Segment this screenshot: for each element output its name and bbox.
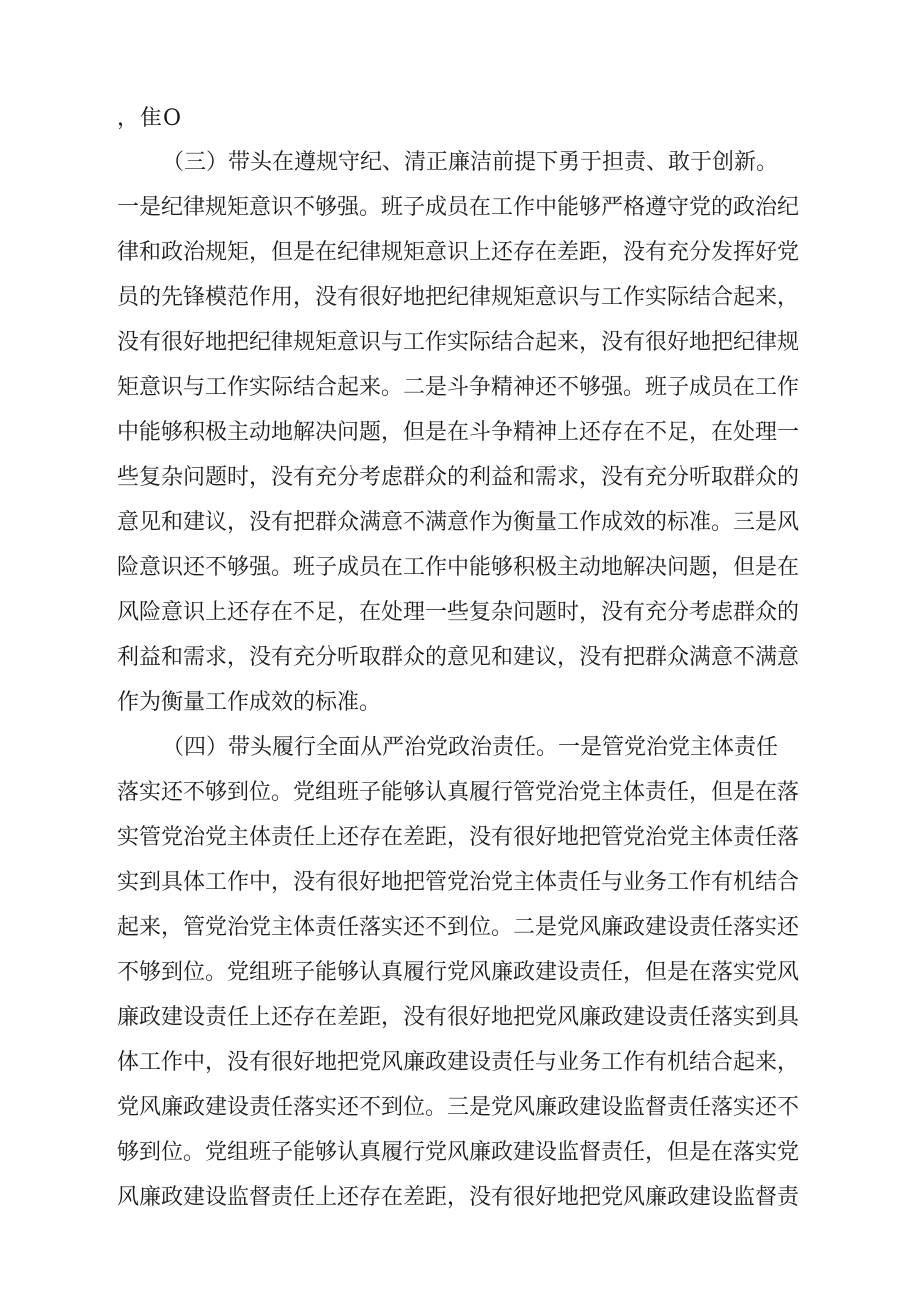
paragraph-line: 矩意识与工作实际结合起来。二是斗争精神还不够强。班子成员在工作	[117, 375, 800, 400]
paragraph-line: 些复杂问题时，没有充分考虑群众的利益和需求，没有充分听取群众的	[117, 465, 800, 490]
paragraph-line: 实到具体工作中，没有很好地把管党治党主体责任与业务工作有机结合	[117, 870, 800, 895]
paragraph-line: 意见和建议，没有把群众满意不满意作为衡量工作成效的标准。三是风	[117, 510, 800, 535]
paragraph-line: 不够到位。党组班子能够认真履行党风廉政建设责任，但是在落实党风	[117, 960, 800, 985]
text-fragment: ，隹O	[117, 106, 183, 131]
section-heading-4: （四）带头履行全面从严治党政治责任。一是管党治党主体责任	[162, 735, 779, 760]
section-heading-3: （三）带头在遵规守纪、清正廉洁前提下勇于担责、敢于创新。	[162, 150, 779, 175]
paragraph-line: 落实还不够到位。党组班子能够认真履行管党治党主体责任，但是在落	[117, 780, 800, 805]
paragraph-line: 够到位。党组班子能够认真履行党风廉政建设监督责任，但是在落实党	[117, 1140, 800, 1165]
paragraph-line: 一是纪律规矩意识不够强。班子成员在工作中能够严格遵守党的政治纪	[117, 195, 800, 220]
paragraph-line: 体工作中，没有很好地把党风廉政建设责任与业务工作有机结合起来，	[117, 1050, 800, 1075]
paragraph-line: 风廉政建设监督责任上还存在差距，没有很好地把党风廉政建设监督责	[117, 1185, 800, 1210]
paragraph-line: 廉政建设责任上还存在差距，没有很好地把党风廉政建设责任落实到具	[117, 1005, 800, 1030]
paragraph-line: 律和政治规矩，但是在纪律规矩意识上还存在差距，没有充分发挥好党	[117, 240, 800, 265]
paragraph-line: 起来，管党治党主体责任落实还不到位。二是党风廉政建设责任落实还	[117, 915, 800, 940]
paragraph-line: 利益和需求，没有充分听取群众的意见和建议，没有把群众满意不满意	[117, 645, 800, 670]
paragraph-line: 中能够积极主动地解决问题，但是在斗争精神上还存在不足，在处理一	[117, 420, 800, 445]
paragraph-line: 党风廉政建设责任落实还不到位。三是党风廉政建设监督责任落实还不	[117, 1095, 800, 1120]
paragraph-line: 险意识还不够强。班子成员在工作中能够积极主动地解决问题，但是在	[117, 555, 800, 580]
paragraph-line: 员的先锋模范作用，没有很好地把纪律规矩意识与工作实际结合起来，	[117, 285, 800, 310]
paragraph-line: 风险意识上还存在不足，在处理一些复杂问题时，没有充分考虑群众的	[117, 600, 800, 625]
paragraph-line: 作为衡量工作成效的标准。	[117, 690, 382, 715]
paragraph-line: 没有很好地把纪律规矩意识与工作实际结合起来，没有很好地把纪律规	[117, 330, 800, 355]
paragraph-line: 实管党治党主体责任上还存在差距，没有很好地把管党治党主体责任落	[117, 825, 800, 850]
